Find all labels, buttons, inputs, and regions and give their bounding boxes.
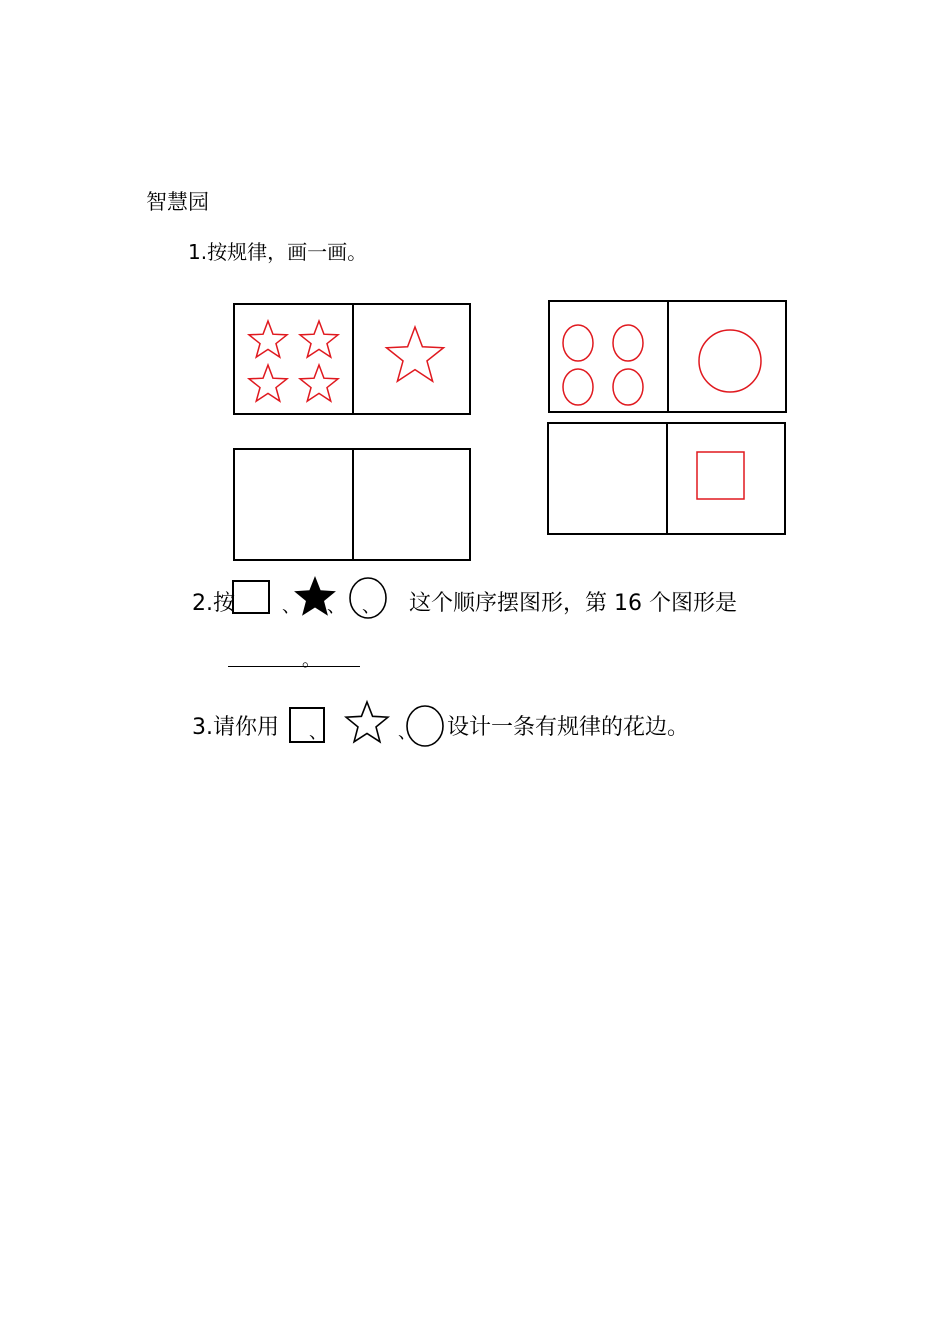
question-3-suffix: 设计一条有规律的花边。: [447, 715, 690, 740]
square-icon: [232, 580, 270, 614]
answer-blank-line[interactable]: [228, 666, 360, 667]
pattern-panel-circles: [548, 300, 787, 413]
oval-icon: [405, 704, 445, 748]
small-star-icon: [300, 365, 338, 401]
answer-panel-stars[interactable]: [233, 448, 471, 561]
separator: 、: [362, 596, 380, 617]
large-star-icon: [386, 327, 443, 381]
question-2-prefix: 2.按: [192, 591, 235, 616]
question-1-prompt: 1.按规律，画一画。: [188, 240, 368, 264]
star-outline-icon: [343, 700, 391, 746]
separator: 、: [309, 722, 327, 743]
question-2-suffix: 这个顺序摆图形，第 16 个图形是: [409, 591, 737, 616]
answer-panel-squares[interactable]: [547, 422, 786, 535]
square-icon: [549, 424, 788, 537]
separator: 、: [398, 722, 416, 743]
section-title: 智慧园: [146, 190, 209, 214]
blank-end-period: 。: [302, 650, 320, 671]
small-star-icon: [300, 321, 338, 357]
question-3-prefix: 3.请你用: [192, 715, 279, 740]
small-star-icon: [249, 365, 287, 401]
separator: 、: [327, 596, 345, 617]
small-star-icon: [249, 321, 287, 357]
circles-group-icon: [550, 302, 789, 415]
separator: 、: [282, 596, 300, 617]
pattern-panel-stars: [233, 303, 471, 415]
stars-group-icon: [235, 305, 473, 417]
